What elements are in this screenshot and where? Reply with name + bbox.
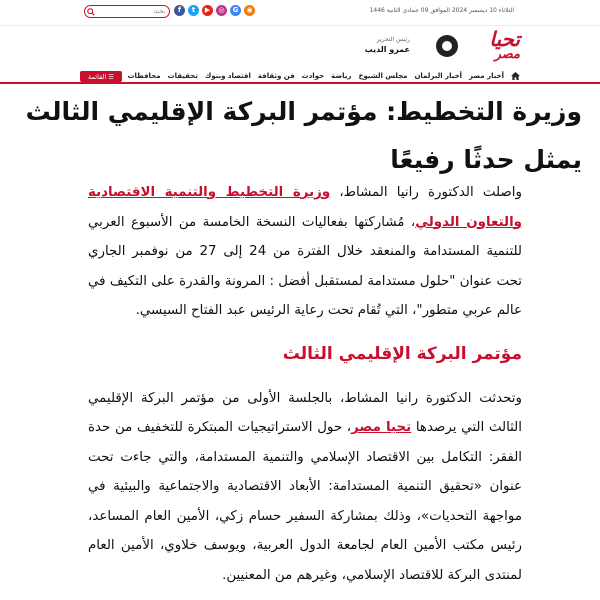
search-icon[interactable] xyxy=(85,6,97,17)
menu-button[interactable] xyxy=(80,71,122,82)
p2-text-b: ، حول الاستراتيجيات المبتكرة للتخفيف من حدة الفقر: التكامل بين الاقتصاد الإسلامي والتنمية المستدامة، والتي جاءت تحت عنوان «تحقيق التنمية المستدامة: الأبعاد الاقتصادية والاجتماعية والبيئية في مواجهة التحديات»، وذلك بمشاركة السفير حسام زكي، الأمين العام المساعد، رئيس مكتب الأمين العام لجامعة الدول العربية، ويوسف خلاوي، الأمين العام لمنتدى البركة للاقتصاد الإسلامي، وغيرهم من المعنيين. xyxy=(88,420,522,583)
section-subheading: مؤتمر البركة الإقليمي الثالث xyxy=(282,343,522,364)
instagram-icon[interactable]: ◎ xyxy=(216,5,227,16)
nav-item[interactable]: أخبار البرلمان xyxy=(414,72,463,80)
date-text: الثلاثاء 10 ديسمبر 2024 الموافق 09 جمادى الثانية 1446 xyxy=(369,7,514,14)
home-icon[interactable] xyxy=(511,72,520,80)
hamburger-icon: ☰ xyxy=(108,72,114,81)
youtube-icon[interactable]: ▶ xyxy=(202,5,213,16)
p2-text-a: وتحدثت الدكتورة رانيا المشاط، بالجلسة الأولى من مؤتمر البركة الإقليمي الثالث التي يرصدها xyxy=(88,390,522,435)
nav-item[interactable]: اقتصاد وبنوك xyxy=(204,72,251,80)
article-title: وزيرة التخطيط: مؤتمر البركة الإقليمي الثالث يمثل حدثًا رفيعًا xyxy=(25,97,582,174)
nav-item[interactable]: تحقيقات xyxy=(167,72,198,80)
p1-text-a: واصلت الدكتورة رانيا المشاط، xyxy=(330,185,522,200)
article-body xyxy=(88,178,522,600)
nav-item[interactable]: أخبار مصر xyxy=(469,72,504,80)
google-news-icon[interactable]: G xyxy=(230,5,241,16)
logo-line1: تحيا xyxy=(489,27,520,51)
search-box[interactable] xyxy=(84,5,170,18)
ministry-link[interactable]: وزيرة التخطيط والتنمية الاقتصادية والتعاون الدولي xyxy=(88,185,522,230)
nav-item[interactable]: رياضة xyxy=(331,72,352,80)
nav-item[interactable]: محافظات xyxy=(127,72,161,80)
nav-item[interactable]: حوادث xyxy=(301,72,325,80)
paragraph-1 xyxy=(88,178,522,326)
facebook-icon[interactable]: f xyxy=(174,5,185,16)
social-icons xyxy=(174,5,255,16)
logo-emblem-icon xyxy=(436,35,458,57)
editor-info xyxy=(365,36,410,54)
rss-icon[interactable]: ◉ xyxy=(244,5,255,16)
nav-item[interactable]: مجلس الشيوخ xyxy=(358,72,408,80)
editor-label: رئيس التحرير xyxy=(376,36,410,43)
site-link[interactable]: تحيا مصر xyxy=(351,420,412,435)
top-bar xyxy=(0,0,600,26)
paragraph-2 xyxy=(88,384,522,591)
logo-line2: مصر xyxy=(494,47,520,62)
menu-label: القائمة xyxy=(88,72,107,81)
p1-text-b: ، مُشاركتها بفعاليات النسخة الخامسة من الأسبوع العربي للتنمية المستدامة والمنعقد خلال الفترة من 24 إلى 27 من نوفمبر الجاري تحت عنوان "حلول مستدامة لمستقبل أفضل : المرونة والقدرة على التكيف في عالم عربي متطور"، التي تُقام تحت رعاية الرئيس عبد الفتاح السيسي. xyxy=(88,214,523,318)
twitter-icon[interactable]: t xyxy=(188,5,199,16)
nav-item[interactable]: فن وثقافة xyxy=(257,72,295,80)
main-nav xyxy=(0,70,600,84)
site-logo[interactable] xyxy=(410,27,520,64)
editor-name: عمرو الديب xyxy=(364,45,410,54)
search-input[interactable] xyxy=(97,7,165,17)
